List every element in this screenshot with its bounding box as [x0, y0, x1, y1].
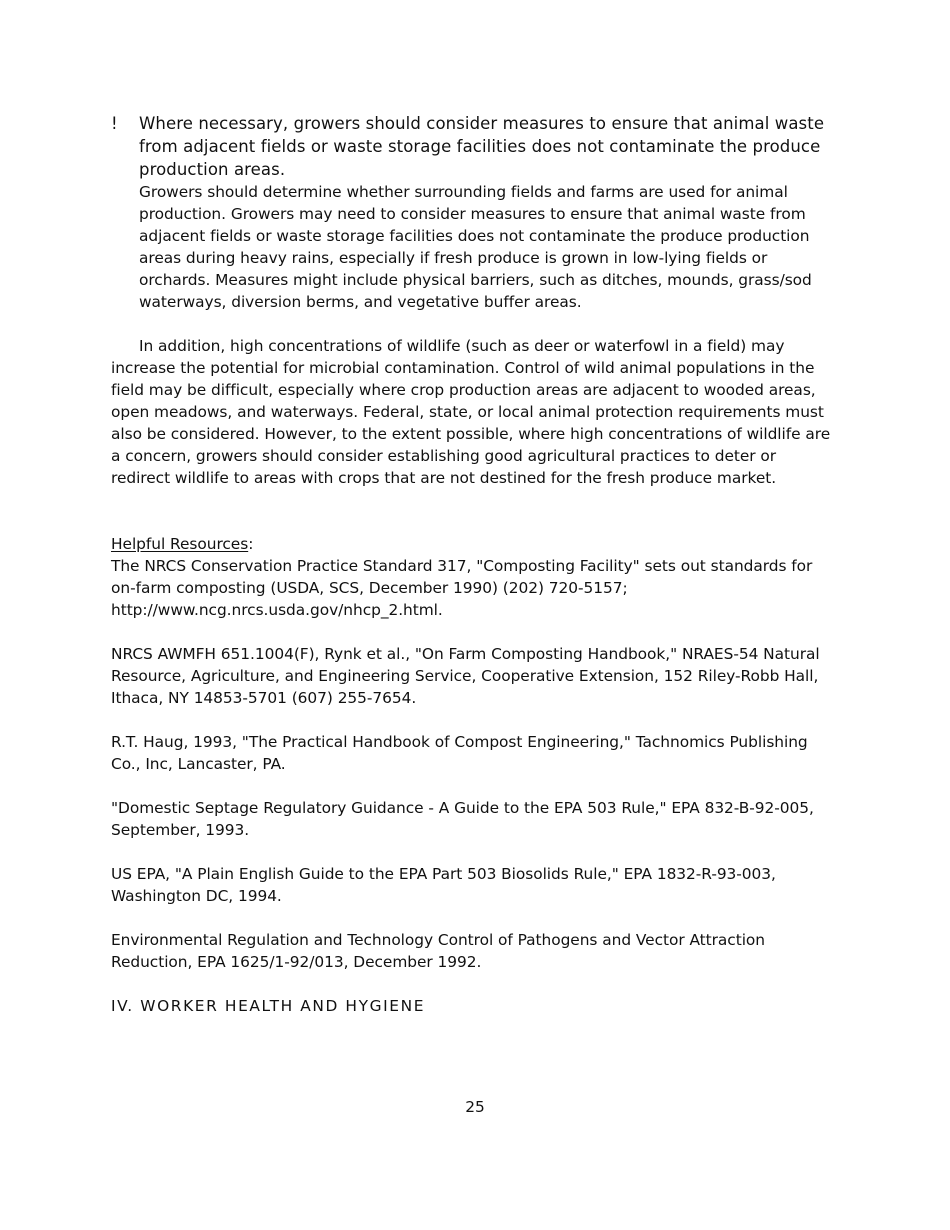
spacer — [111, 907, 835, 929]
bullet-item — [111, 112, 835, 313]
spacer — [111, 775, 835, 797]
resources-heading: Helpful Resources — [111, 535, 249, 553]
document-page — [111, 112, 835, 1017]
resources-header — [111, 533, 835, 555]
resources-heading-colon: : — [248, 535, 254, 553]
resource-item: NRCS AWMFH 651.1004(F), Rynk et al., "On Farm Composting Handbook," NRAES-54 Natural Resource, Agriculture, and Engineering Service, Cooperative Extension, 152 Riley-Robb Hall, Ithaca, NY 14853-5701 (607) 255-7654. — [111, 645, 820, 707]
spacer — [111, 313, 835, 335]
resource-item: R.T. Haug, 1993, "The Practical Handbook of Compost Engineering," Tachnomics Publishing Co., Inc, Lancaster, PA. — [111, 733, 808, 773]
spacer — [111, 709, 835, 731]
spacer — [111, 973, 835, 995]
page-number: 25 — [465, 1098, 485, 1116]
spacer — [111, 621, 835, 643]
spacer — [111, 841, 835, 863]
resource-item: The NRCS Conservation Practice Standard 317, "Composting Facility" sets out standards for on-farm composting (USDA, SCS, December 1990) (202) 720-5157; http://www.ncg.nrcs.usda.gov/nhcp_2.html. — [111, 557, 813, 619]
resource-item: Environmental Regulation and Technology Control of Pathogens and Vector Attraction Reduction, EPA 1625/1-92/013, December 1992. — [111, 931, 765, 971]
resource-item: US EPA, "A Plain English Guide to the EPA Part 503 Biosolids Rule," EPA 1832-R-93-003, Washington DC, 1994. — [111, 865, 776, 905]
bullet-heading: Where necessary, growers should consider measures to ensure that animal waste from adjacent fields or waste storage facilities does not contaminate the produce production areas. — [139, 114, 825, 179]
bullet-marker: ! — [111, 114, 118, 133]
spacer — [111, 489, 835, 533]
resource-item: "Domestic Septage Regulatory Guidance - A Guide to the EPA 503 Rule," EPA 832-B-92-005, September, 1993. — [111, 799, 814, 839]
bullet-body: Growers should determine whether surrounding fields and farms are used for animal production. Growers may need to consider measures to ensure that animal waste from adjacent fields or waste storage facilities does not contaminate the produce production areas during heavy rains, especially if fresh produce is grown in low-lying fields or orchards. Measures might include physical barriers, such as ditches, mounds, grass/sod waterways, diversion berms, and vegetative buffer areas. — [139, 183, 812, 311]
section-title: IV. WORKER HEALTH AND HYGIENE — [111, 997, 426, 1015]
wildlife-paragraph: In addition, high concentrations of wildlife (such as deer or waterfowl in a field) may increase the potential for microbial contamination. Control of wild animal populations in the field may be difficult, especially where crop production areas are adjacent to wooded areas, open meadows, and waterways. Federal, state, or local animal protection requirements must also be considered. However, to the extent possible, where high concentrations of wildlife are a concern, growers should consider establishing good agricultural practices to deter or redirect wildlife to areas with crops that are not destined for the fresh produce market. — [111, 337, 831, 487]
